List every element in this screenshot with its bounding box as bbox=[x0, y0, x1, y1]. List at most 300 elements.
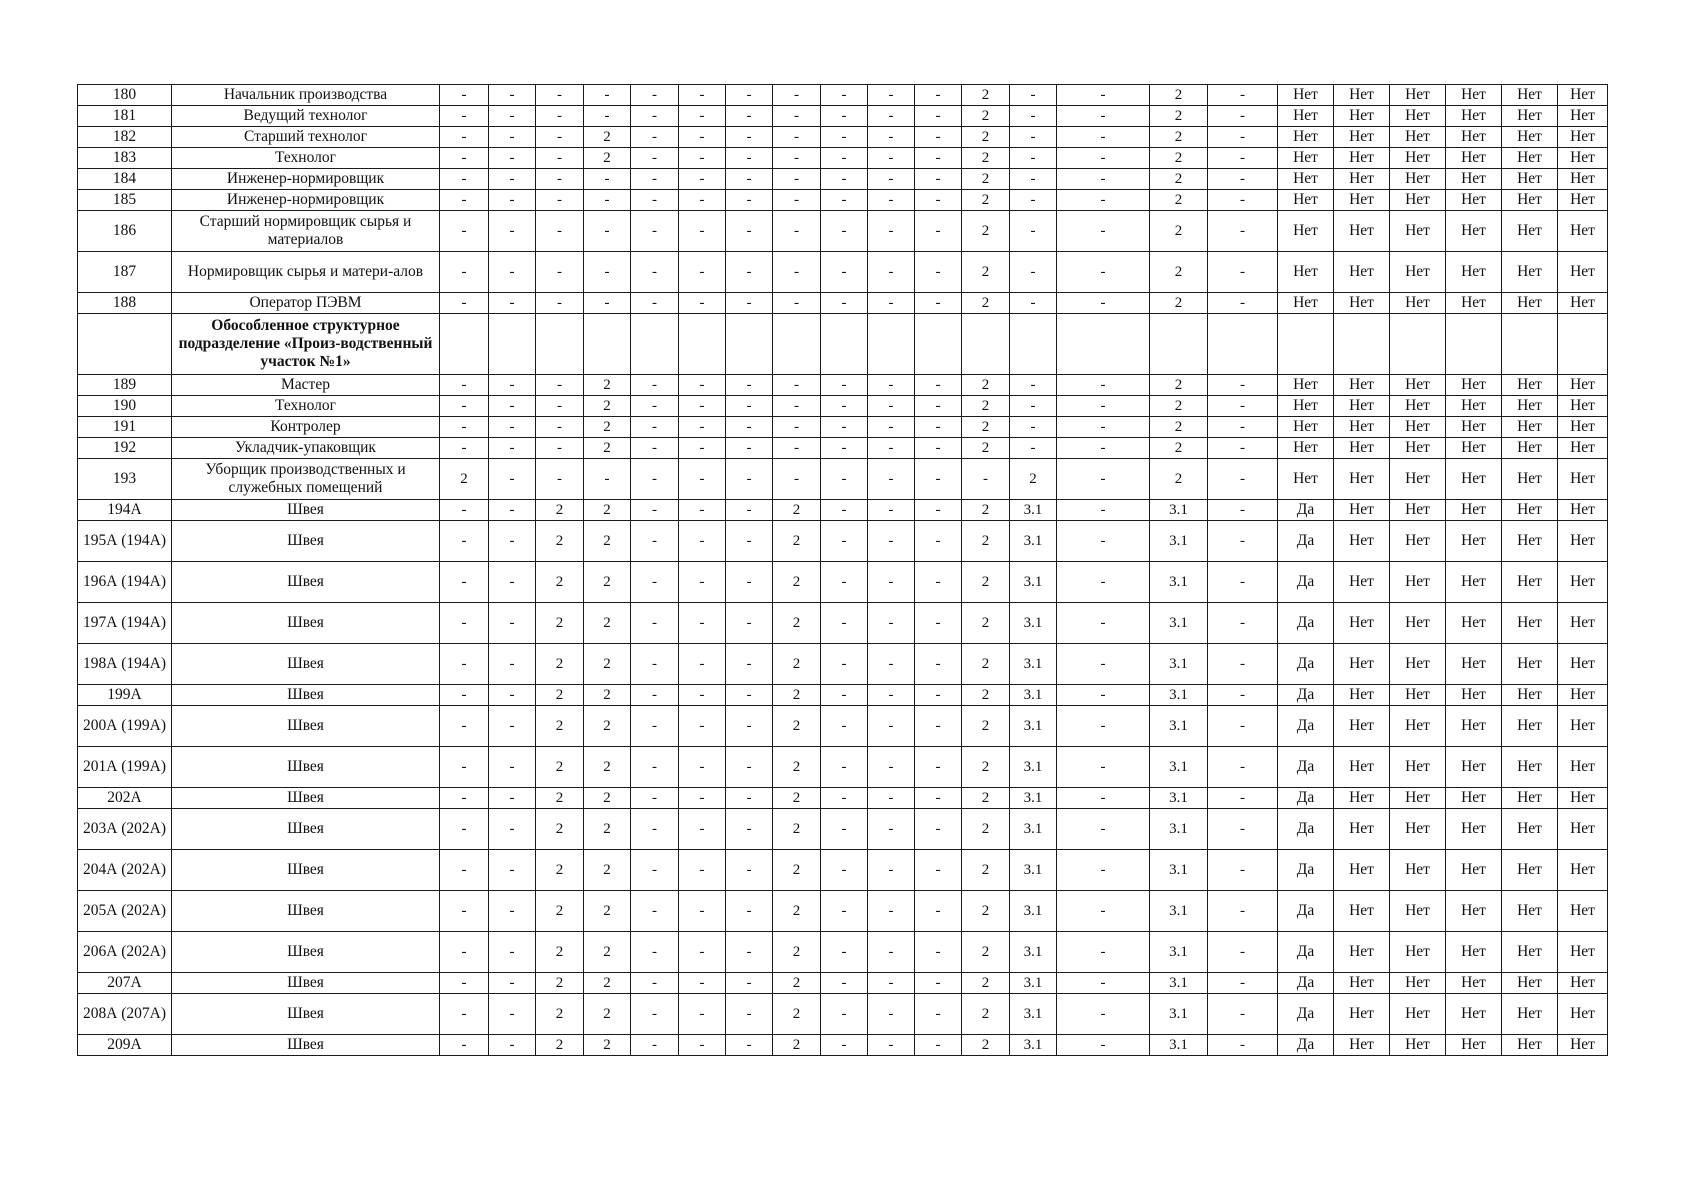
class-value-cell: - bbox=[726, 169, 773, 190]
class-value-cell: - bbox=[631, 293, 679, 314]
class-value-cell: 2 bbox=[584, 438, 631, 459]
class-value-cell: - bbox=[440, 500, 489, 521]
class-value-cell: - bbox=[679, 459, 726, 500]
class-value-cell: 2 bbox=[773, 747, 821, 788]
flag-cell: Нет bbox=[1502, 85, 1558, 106]
class-value-cell: - bbox=[868, 375, 915, 396]
class-value-cell: - bbox=[679, 396, 726, 417]
class-value-cell: 3.1 bbox=[1010, 562, 1057, 603]
class-value-cell: - bbox=[1010, 127, 1057, 148]
class-value-cell: - bbox=[821, 375, 868, 396]
class-value-cell: 2 bbox=[773, 932, 821, 973]
class-value-cell: - bbox=[440, 1035, 489, 1056]
flag-cell: Нет bbox=[1446, 396, 1502, 417]
class-value-cell: - bbox=[773, 396, 821, 417]
flag-cell: Нет bbox=[1334, 293, 1390, 314]
class-value-cell: - bbox=[536, 127, 584, 148]
class-value-cell bbox=[584, 314, 631, 375]
class-value-cell: - bbox=[868, 1035, 915, 1056]
class-value-cell: 3.1 bbox=[1010, 747, 1057, 788]
row-number-cell: 195А (194А) bbox=[78, 521, 172, 562]
class-value-cell: - bbox=[631, 396, 679, 417]
class-value-cell: 2 bbox=[773, 788, 821, 809]
class-value-cell: - bbox=[726, 809, 773, 850]
row-number-cell: 183 bbox=[78, 148, 172, 169]
class-value-cell: - bbox=[1208, 685, 1278, 706]
class-value-cell: - bbox=[631, 973, 679, 994]
flag-cell: Нет bbox=[1278, 85, 1334, 106]
class-value-cell: - bbox=[726, 1035, 773, 1056]
class-value-cell: 2 bbox=[536, 747, 584, 788]
flag-cell: Нет bbox=[1502, 169, 1558, 190]
class-value-cell: - bbox=[868, 932, 915, 973]
flag-cell: Нет bbox=[1278, 293, 1334, 314]
flag-cell: Нет bbox=[1390, 1035, 1446, 1056]
class-value-cell: 2 bbox=[584, 500, 631, 521]
job-title-cell: Швея bbox=[172, 850, 440, 891]
flag-cell: Нет bbox=[1390, 148, 1446, 169]
class-value-cell: - bbox=[1057, 706, 1150, 747]
class-value-cell: - bbox=[631, 891, 679, 932]
class-value-cell: - bbox=[1208, 459, 1278, 500]
class-value-cell: - bbox=[631, 500, 679, 521]
class-value-cell: 2 bbox=[584, 396, 631, 417]
class-value-cell: - bbox=[536, 169, 584, 190]
class-value-cell: - bbox=[489, 973, 536, 994]
class-value-cell: 2 bbox=[962, 747, 1010, 788]
table-row bbox=[78, 106, 1608, 127]
row-number-cell: 186 bbox=[78, 211, 172, 252]
class-value-cell: - bbox=[440, 644, 489, 685]
class-value-cell: - bbox=[1208, 706, 1278, 747]
class-value-cell: - bbox=[631, 375, 679, 396]
class-value-cell: - bbox=[726, 685, 773, 706]
class-value-cell: 3.1 bbox=[1010, 521, 1057, 562]
flag-cell: Нет bbox=[1390, 127, 1446, 148]
class-value-cell: 2 bbox=[536, 850, 584, 891]
class-value-cell: 2 bbox=[536, 521, 584, 562]
class-value-cell: - bbox=[915, 85, 962, 106]
flag-cell: Нет bbox=[1278, 396, 1334, 417]
class-value-cell: - bbox=[868, 459, 915, 500]
class-value-cell: - bbox=[536, 459, 584, 500]
class-value-cell: - bbox=[1010, 438, 1057, 459]
class-value-cell: - bbox=[726, 562, 773, 603]
flag-cell: Нет bbox=[1446, 459, 1502, 500]
class-value-cell: 3.1 bbox=[1010, 932, 1057, 973]
row-number-cell: 198А (194А) bbox=[78, 644, 172, 685]
class-value-cell: - bbox=[679, 106, 726, 127]
flag-cell: Нет bbox=[1334, 438, 1390, 459]
class-value-cell: - bbox=[1057, 973, 1150, 994]
class-value-cell: - bbox=[726, 85, 773, 106]
flag-cell: Да bbox=[1278, 644, 1334, 685]
class-value-cell: - bbox=[915, 809, 962, 850]
class-value-cell: 2 bbox=[536, 891, 584, 932]
flag-cell: Нет bbox=[1558, 1035, 1608, 1056]
class-value-cell: 2 bbox=[584, 706, 631, 747]
flag-cell: Нет bbox=[1446, 211, 1502, 252]
class-value-cell: - bbox=[631, 85, 679, 106]
class-value-cell: - bbox=[631, 747, 679, 788]
class-value-cell: - bbox=[536, 293, 584, 314]
class-value-cell: 2 bbox=[1150, 127, 1208, 148]
class-value-cell: - bbox=[1010, 148, 1057, 169]
flag-cell: Нет bbox=[1278, 438, 1334, 459]
job-title-cell: Нормировщик сырья и матери-алов bbox=[172, 252, 440, 293]
class-value-cell: - bbox=[868, 973, 915, 994]
class-value-cell: - bbox=[962, 459, 1010, 500]
flag-cell: Нет bbox=[1502, 685, 1558, 706]
class-value-cell: - bbox=[1208, 127, 1278, 148]
class-value-cell: - bbox=[868, 747, 915, 788]
class-value-cell: 2 bbox=[1150, 459, 1208, 500]
job-title-cell: Швея bbox=[172, 994, 440, 1035]
class-value-cell: - bbox=[1057, 685, 1150, 706]
class-value-cell: - bbox=[726, 891, 773, 932]
flag-cell: Нет bbox=[1390, 106, 1446, 127]
flag-cell: Нет bbox=[1446, 850, 1502, 891]
class-value-cell: - bbox=[915, 891, 962, 932]
class-value-cell: - bbox=[915, 148, 962, 169]
class-value-cell: - bbox=[1208, 375, 1278, 396]
flag-cell: Нет bbox=[1390, 562, 1446, 603]
row-number-cell: 191 bbox=[78, 417, 172, 438]
class-value-cell: 2 bbox=[773, 1035, 821, 1056]
flag-cell: Нет bbox=[1390, 850, 1446, 891]
class-value-cell: - bbox=[1208, 169, 1278, 190]
flag-cell: Нет bbox=[1390, 211, 1446, 252]
flag-cell: Нет bbox=[1558, 706, 1608, 747]
class-value-cell: 3.1 bbox=[1010, 973, 1057, 994]
flag-cell: Нет bbox=[1502, 809, 1558, 850]
class-value-cell: - bbox=[1057, 747, 1150, 788]
class-value-cell: - bbox=[726, 500, 773, 521]
class-value-cell: - bbox=[868, 891, 915, 932]
class-value-cell: - bbox=[631, 809, 679, 850]
job-title-cell: Швея bbox=[172, 562, 440, 603]
class-value-cell: - bbox=[915, 973, 962, 994]
class-value-cell: 2 bbox=[773, 706, 821, 747]
class-value-cell: - bbox=[489, 252, 536, 293]
class-value-cell: 2 bbox=[1150, 375, 1208, 396]
flag-cell: Да bbox=[1278, 891, 1334, 932]
table-row bbox=[78, 459, 1608, 500]
flag-cell: Нет bbox=[1390, 252, 1446, 293]
flag-cell: Нет bbox=[1334, 252, 1390, 293]
class-value-cell: - bbox=[821, 644, 868, 685]
class-value-cell: - bbox=[440, 994, 489, 1035]
class-value-cell: - bbox=[821, 417, 868, 438]
flag-cell: Да bbox=[1278, 562, 1334, 603]
class-value-cell: 3.1 bbox=[1150, 994, 1208, 1035]
class-value-cell: - bbox=[489, 850, 536, 891]
class-value-cell: - bbox=[868, 293, 915, 314]
class-value-cell: - bbox=[726, 788, 773, 809]
table-row bbox=[78, 417, 1608, 438]
flag-cell: Нет bbox=[1334, 190, 1390, 211]
class-value-cell: 2 bbox=[536, 809, 584, 850]
job-title-cell: Швея bbox=[172, 788, 440, 809]
class-value-cell: - bbox=[1208, 293, 1278, 314]
row-number-cell: 180 bbox=[78, 85, 172, 106]
class-value-cell: - bbox=[821, 169, 868, 190]
class-value-cell: - bbox=[631, 521, 679, 562]
class-value-cell: - bbox=[631, 252, 679, 293]
row-number-cell: 204А (202А) bbox=[78, 850, 172, 891]
class-value-cell bbox=[868, 314, 915, 375]
flag-cell: Нет bbox=[1558, 375, 1608, 396]
class-value-cell: 3.1 bbox=[1150, 973, 1208, 994]
class-value-cell: - bbox=[584, 106, 631, 127]
flag-cell: Нет bbox=[1446, 603, 1502, 644]
class-value-cell: - bbox=[915, 644, 962, 685]
class-value-cell: - bbox=[631, 211, 679, 252]
class-value-cell: - bbox=[1057, 85, 1150, 106]
flag-cell: Да bbox=[1278, 850, 1334, 891]
class-value-cell: - bbox=[489, 932, 536, 973]
class-value-cell: - bbox=[1208, 850, 1278, 891]
class-value-cell: 3.1 bbox=[1150, 603, 1208, 644]
class-value-cell: - bbox=[821, 1035, 868, 1056]
class-value-cell: - bbox=[440, 891, 489, 932]
row-number-cell: 184 bbox=[78, 169, 172, 190]
table-row bbox=[78, 211, 1608, 252]
class-value-cell: - bbox=[773, 417, 821, 438]
row-number-cell: 206А (202А) bbox=[78, 932, 172, 973]
class-value-cell: 3.1 bbox=[1010, 644, 1057, 685]
class-value-cell: - bbox=[679, 521, 726, 562]
flag-cell: Нет bbox=[1334, 127, 1390, 148]
class-value-cell: - bbox=[1057, 1035, 1150, 1056]
class-value-cell: 2 bbox=[962, 788, 1010, 809]
table-row bbox=[78, 293, 1608, 314]
flag-cell: Нет bbox=[1278, 252, 1334, 293]
flag-cell: Нет bbox=[1390, 973, 1446, 994]
flag-cell: Нет bbox=[1446, 644, 1502, 685]
class-value-cell: - bbox=[821, 438, 868, 459]
class-value-cell: 3.1 bbox=[1010, 994, 1057, 1035]
class-value-cell: - bbox=[915, 293, 962, 314]
job-title-cell: Мастер bbox=[172, 375, 440, 396]
flag-cell: Нет bbox=[1446, 973, 1502, 994]
class-value-cell: 2 bbox=[962, 148, 1010, 169]
job-title-cell: Старший нормировщик сырья и материалов bbox=[172, 211, 440, 252]
class-value-cell: - bbox=[679, 127, 726, 148]
flag-cell: Нет bbox=[1390, 375, 1446, 396]
class-value-cell: - bbox=[726, 148, 773, 169]
class-value-cell: - bbox=[915, 459, 962, 500]
flag-cell: Нет bbox=[1502, 211, 1558, 252]
class-value-cell: - bbox=[915, 127, 962, 148]
class-value-cell: - bbox=[726, 396, 773, 417]
class-value-cell: - bbox=[679, 85, 726, 106]
class-value-cell: - bbox=[1208, 252, 1278, 293]
class-value-cell: - bbox=[489, 500, 536, 521]
job-title-cell: Швея bbox=[172, 973, 440, 994]
class-value-cell: 2 bbox=[440, 459, 489, 500]
class-value-cell: 2 bbox=[962, 417, 1010, 438]
class-value-cell: 2 bbox=[773, 562, 821, 603]
class-value-cell bbox=[821, 314, 868, 375]
class-value-cell: 2 bbox=[1150, 252, 1208, 293]
class-value-cell: - bbox=[726, 747, 773, 788]
class-value-cell: - bbox=[440, 932, 489, 973]
flag-cell: Нет bbox=[1334, 106, 1390, 127]
class-value-cell: 2 bbox=[584, 685, 631, 706]
class-value-cell: - bbox=[726, 973, 773, 994]
row-number-cell: 199А bbox=[78, 685, 172, 706]
row-number-cell: 209А bbox=[78, 1035, 172, 1056]
class-value-cell: - bbox=[440, 293, 489, 314]
class-value-cell: 2 bbox=[962, 994, 1010, 1035]
row-number-cell: 196А (194А) bbox=[78, 562, 172, 603]
class-value-cell: 2 bbox=[962, 85, 1010, 106]
class-value-cell: 2 bbox=[773, 994, 821, 1035]
flag-cell: Нет bbox=[1334, 211, 1390, 252]
class-value-cell: - bbox=[440, 747, 489, 788]
class-value-cell: - bbox=[440, 252, 489, 293]
flag-cell: Нет bbox=[1446, 85, 1502, 106]
table-row bbox=[78, 973, 1608, 994]
class-value-cell: - bbox=[773, 127, 821, 148]
flag-cell: Нет bbox=[1446, 127, 1502, 148]
flag-cell: Нет bbox=[1390, 190, 1446, 211]
class-value-cell: - bbox=[679, 562, 726, 603]
flag-cell: Нет bbox=[1502, 459, 1558, 500]
class-value-cell: - bbox=[679, 417, 726, 438]
flag-cell: Нет bbox=[1334, 603, 1390, 644]
flag-cell: Нет bbox=[1334, 788, 1390, 809]
class-value-cell: - bbox=[1010, 252, 1057, 293]
class-value-cell: - bbox=[631, 603, 679, 644]
class-value-cell: - bbox=[1057, 500, 1150, 521]
class-value-cell: - bbox=[726, 106, 773, 127]
class-value-cell: 2 bbox=[773, 891, 821, 932]
class-value-cell: - bbox=[631, 685, 679, 706]
class-value-cell: 2 bbox=[536, 1035, 584, 1056]
job-title-cell: Швея bbox=[172, 932, 440, 973]
job-title-cell: Инженер-нормировщик bbox=[172, 190, 440, 211]
flag-cell: Нет bbox=[1446, 106, 1502, 127]
flag-cell: Нет bbox=[1558, 973, 1608, 994]
class-value-cell: - bbox=[1057, 891, 1150, 932]
class-value-cell: - bbox=[440, 521, 489, 562]
class-value-cell: - bbox=[915, 685, 962, 706]
flag-cell: Нет bbox=[1558, 788, 1608, 809]
class-value-cell: 3.1 bbox=[1010, 685, 1057, 706]
flag-cell: Нет bbox=[1446, 500, 1502, 521]
flag-cell: Нет bbox=[1502, 521, 1558, 562]
class-value-cell: - bbox=[536, 85, 584, 106]
flag-cell: Нет bbox=[1390, 706, 1446, 747]
row-number-cell: 207А bbox=[78, 973, 172, 994]
flag-cell: Нет bbox=[1502, 747, 1558, 788]
class-value-cell: - bbox=[679, 747, 726, 788]
table-row bbox=[78, 1035, 1608, 1056]
table-row bbox=[78, 788, 1608, 809]
flag-cell: Нет bbox=[1558, 747, 1608, 788]
flag-cell: Нет bbox=[1446, 293, 1502, 314]
flag-cell: Нет bbox=[1390, 500, 1446, 521]
flag-cell: Нет bbox=[1502, 932, 1558, 973]
class-value-cell: - bbox=[489, 190, 536, 211]
flag-cell: Нет bbox=[1334, 375, 1390, 396]
class-value-cell bbox=[440, 314, 489, 375]
class-value-cell: - bbox=[489, 685, 536, 706]
flag-cell: Нет bbox=[1334, 169, 1390, 190]
class-value-cell: - bbox=[631, 459, 679, 500]
flag-cell: Нет bbox=[1334, 685, 1390, 706]
flag-cell: Нет bbox=[1334, 417, 1390, 438]
job-title-cell: Оператор ПЭВМ bbox=[172, 293, 440, 314]
class-value-cell: - bbox=[440, 850, 489, 891]
table-row bbox=[78, 850, 1608, 891]
row-number-cell: 185 bbox=[78, 190, 172, 211]
class-value-cell: - bbox=[726, 293, 773, 314]
section-title-cell: Обособленное структурное подразделение «Произ-водственный участок №1» bbox=[172, 314, 440, 375]
flag-cell: Нет bbox=[1558, 190, 1608, 211]
table-row bbox=[78, 809, 1608, 850]
class-value-cell: - bbox=[1057, 644, 1150, 685]
flag-cell: Нет bbox=[1278, 190, 1334, 211]
class-value-cell: 2 bbox=[773, 603, 821, 644]
class-value-cell: 2 bbox=[773, 521, 821, 562]
flag-cell: Нет bbox=[1334, 747, 1390, 788]
class-value-cell: - bbox=[489, 994, 536, 1035]
class-value-cell: - bbox=[489, 85, 536, 106]
class-value-cell: - bbox=[915, 106, 962, 127]
class-value-cell: 2 bbox=[584, 375, 631, 396]
class-value-cell: - bbox=[536, 417, 584, 438]
class-value-cell: - bbox=[821, 396, 868, 417]
class-value-cell: - bbox=[1010, 85, 1057, 106]
class-value-cell: 3.1 bbox=[1150, 521, 1208, 562]
flag-cell: Нет bbox=[1558, 809, 1608, 850]
class-value-cell: - bbox=[536, 106, 584, 127]
flag-cell: Нет bbox=[1558, 169, 1608, 190]
class-value-cell: - bbox=[1208, 396, 1278, 417]
class-value-cell: - bbox=[915, 994, 962, 1035]
class-value-cell bbox=[773, 314, 821, 375]
class-value-cell: 2 bbox=[962, 127, 1010, 148]
flag-cell: Нет bbox=[1390, 521, 1446, 562]
class-value-cell: 2 bbox=[584, 148, 631, 169]
class-value-cell: - bbox=[679, 252, 726, 293]
job-title-cell: Швея bbox=[172, 685, 440, 706]
row-number-cell: 189 bbox=[78, 375, 172, 396]
row-number-cell: 187 bbox=[78, 252, 172, 293]
class-value-cell: - bbox=[868, 788, 915, 809]
row-number-cell: 194А bbox=[78, 500, 172, 521]
class-value-cell: - bbox=[868, 396, 915, 417]
class-value-cell: - bbox=[1208, 417, 1278, 438]
flag-cell: Нет bbox=[1502, 293, 1558, 314]
class-value-cell: - bbox=[679, 603, 726, 644]
class-value-cell: - bbox=[868, 850, 915, 891]
class-value-cell: - bbox=[821, 459, 868, 500]
row-number-cell bbox=[78, 314, 172, 375]
class-value-cell: 2 bbox=[536, 932, 584, 973]
flag-cell: Нет bbox=[1334, 500, 1390, 521]
class-value-cell: - bbox=[584, 252, 631, 293]
flag-cell: Нет bbox=[1558, 211, 1608, 252]
class-value-cell bbox=[536, 314, 584, 375]
class-value-cell: 3.1 bbox=[1150, 644, 1208, 685]
class-value-cell: 2 bbox=[1150, 396, 1208, 417]
flag-cell: Да bbox=[1278, 521, 1334, 562]
class-value-cell: - bbox=[584, 211, 631, 252]
